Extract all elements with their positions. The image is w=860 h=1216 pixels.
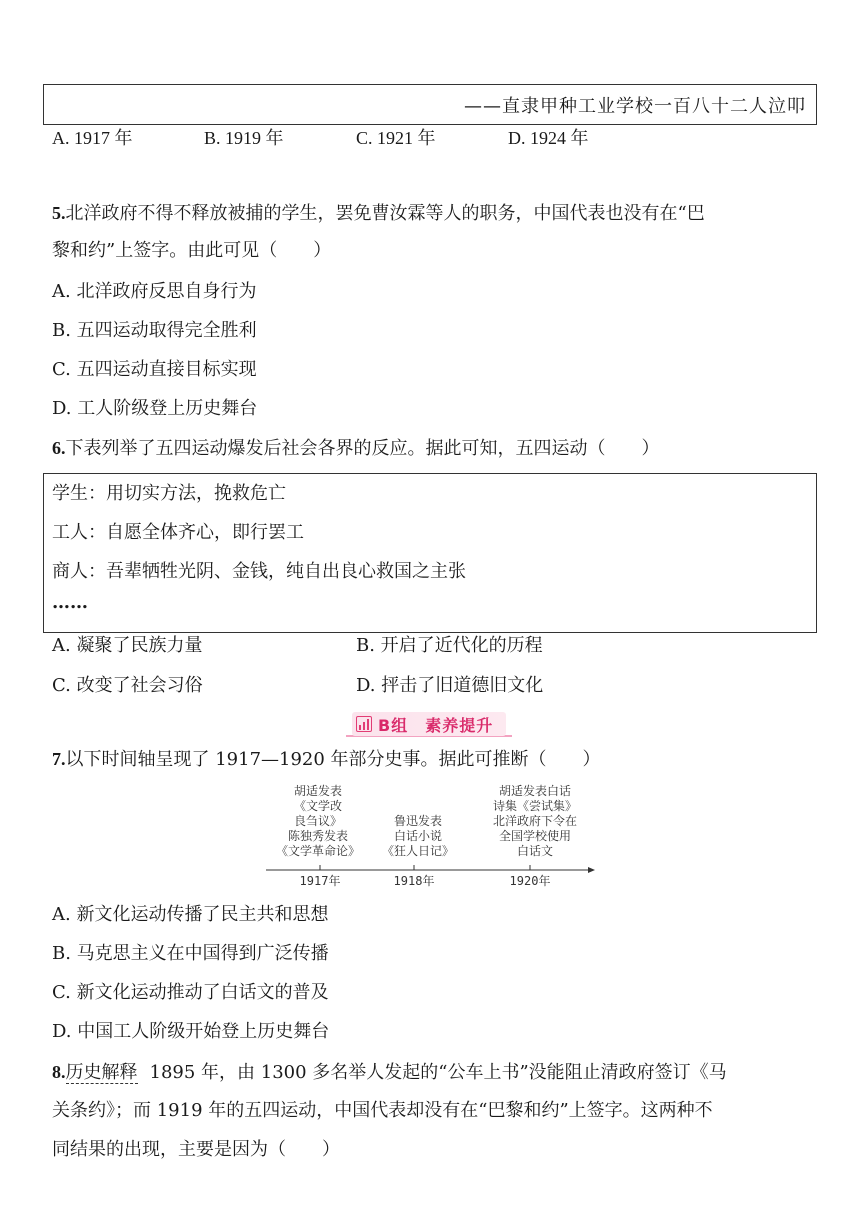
bar-chart-icon: [356, 716, 372, 732]
timeline-year-1918: 1918年: [393, 874, 435, 888]
timeline-event-1920: 胡适发表白话 诗集《尝试集》 北洋政府下令在 全国学校使用 白话文: [492, 784, 577, 858]
timeline-figure: [262, 784, 602, 890]
q6-stem: [52, 436, 660, 461]
timeline-event-1917: 胡适发表 《文学改 良刍议》 陈独秀发表 《文学革命论》: [275, 784, 360, 858]
q6-number: 6.: [52, 438, 66, 458]
q5-stem-line1: [52, 201, 705, 226]
q6-stem-text: 下表列举了五四运动爆发后社会各界的反应。据此可知，五四运动（ ）: [65, 438, 660, 459]
q4-option-a[interactable]: A. 1917 年: [52, 128, 133, 148]
q8-stem-line3: 同结果的出现，主要是因为（ ）: [52, 1139, 340, 1160]
timeline-year-1917: 1917年: [299, 874, 341, 888]
quote-box: [43, 84, 817, 125]
q4-option-c[interactable]: C. 1921 年: [356, 128, 436, 148]
q5-option-a[interactable]: A. 北洋政府反思自身行为: [52, 281, 257, 302]
timeline-year-1920: 1920年: [509, 874, 551, 888]
q7-stem-text: 以下时间轴呈现了 1917—1920 年部分史事。据此可推断（ ）: [65, 749, 601, 770]
q6-option-b[interactable]: B. 开启了近代化的历程: [356, 635, 543, 656]
q4-option-d[interactable]: D. 1924 年: [508, 128, 589, 148]
section-tag-label: B组 素养提升: [378, 716, 494, 735]
q8-stem-line1: [52, 1060, 727, 1085]
q6-option-d[interactable]: D. 抨击了旧道德旧文化: [356, 675, 544, 696]
q5-number: 5.: [52, 203, 66, 223]
q4-option-b[interactable]: B. 1919 年: [204, 128, 284, 148]
q8-stem-line2: 关条约》；而 1919 年的五四运动，中国代表却没有在“巴黎和约”上签字。这两种不: [52, 1100, 713, 1121]
q5-stem-line2: 黎和约”上签字。由此可见（ ）: [52, 240, 332, 261]
table-row-students: 学生：用切实方法，挽救危亡: [52, 483, 286, 504]
q7-option-a[interactable]: A. 新文化运动传播了民主共和思想: [52, 904, 329, 925]
reactions-table: [43, 473, 817, 633]
q7-option-d[interactable]: D. 中国工人阶级开始登上历史舞台: [52, 1021, 330, 1042]
q5-option-b[interactable]: B. 五四运动取得完全胜利: [52, 320, 257, 341]
quote-attribution: ——直隶甲种工业学校一百八十二人泣叩: [464, 96, 806, 117]
section-tag: [352, 712, 506, 736]
table-row-merchants: 商人：吾辈牺牲光阴、金钱，纯自出良心救国之主张: [52, 561, 466, 582]
q8-number: 8.: [52, 1062, 66, 1082]
table-row-workers: 工人：自愿全体齐心，即行罢工: [52, 522, 304, 543]
q6-option-a[interactable]: A. 凝聚了民族力量: [52, 635, 203, 656]
q8-line1-text: 1895 年，由 1300 多名举人发起的“公车上书”没能阻止清政府签订《马: [149, 1062, 727, 1083]
q5-option-d[interactable]: D. 工人阶级登上历史舞台: [52, 398, 258, 419]
q5-option-c[interactable]: C. 五四运动直接目标实现: [52, 359, 257, 380]
q8-label: 历史解释: [65, 1062, 138, 1083]
table-row-ellipsis: ……: [52, 592, 88, 613]
q7-option-c[interactable]: C. 新文化运动推动了白话文的普及: [52, 982, 329, 1003]
q7-option-b[interactable]: B. 马克思主义在中国得到广泛传播: [52, 943, 329, 964]
q6-option-c[interactable]: C. 改变了社会习俗: [52, 675, 203, 696]
q7-stem: [52, 747, 601, 772]
timeline-event-1918: 鲁迅发表 白话小说 《狂人日记》: [381, 814, 454, 858]
q7-number: 7.: [52, 749, 66, 769]
q5-stem-text: 北洋政府不得不释放被捕的学生，罢免曹汝霖等人的职务，中国代表也没有在“巴: [65, 203, 705, 224]
